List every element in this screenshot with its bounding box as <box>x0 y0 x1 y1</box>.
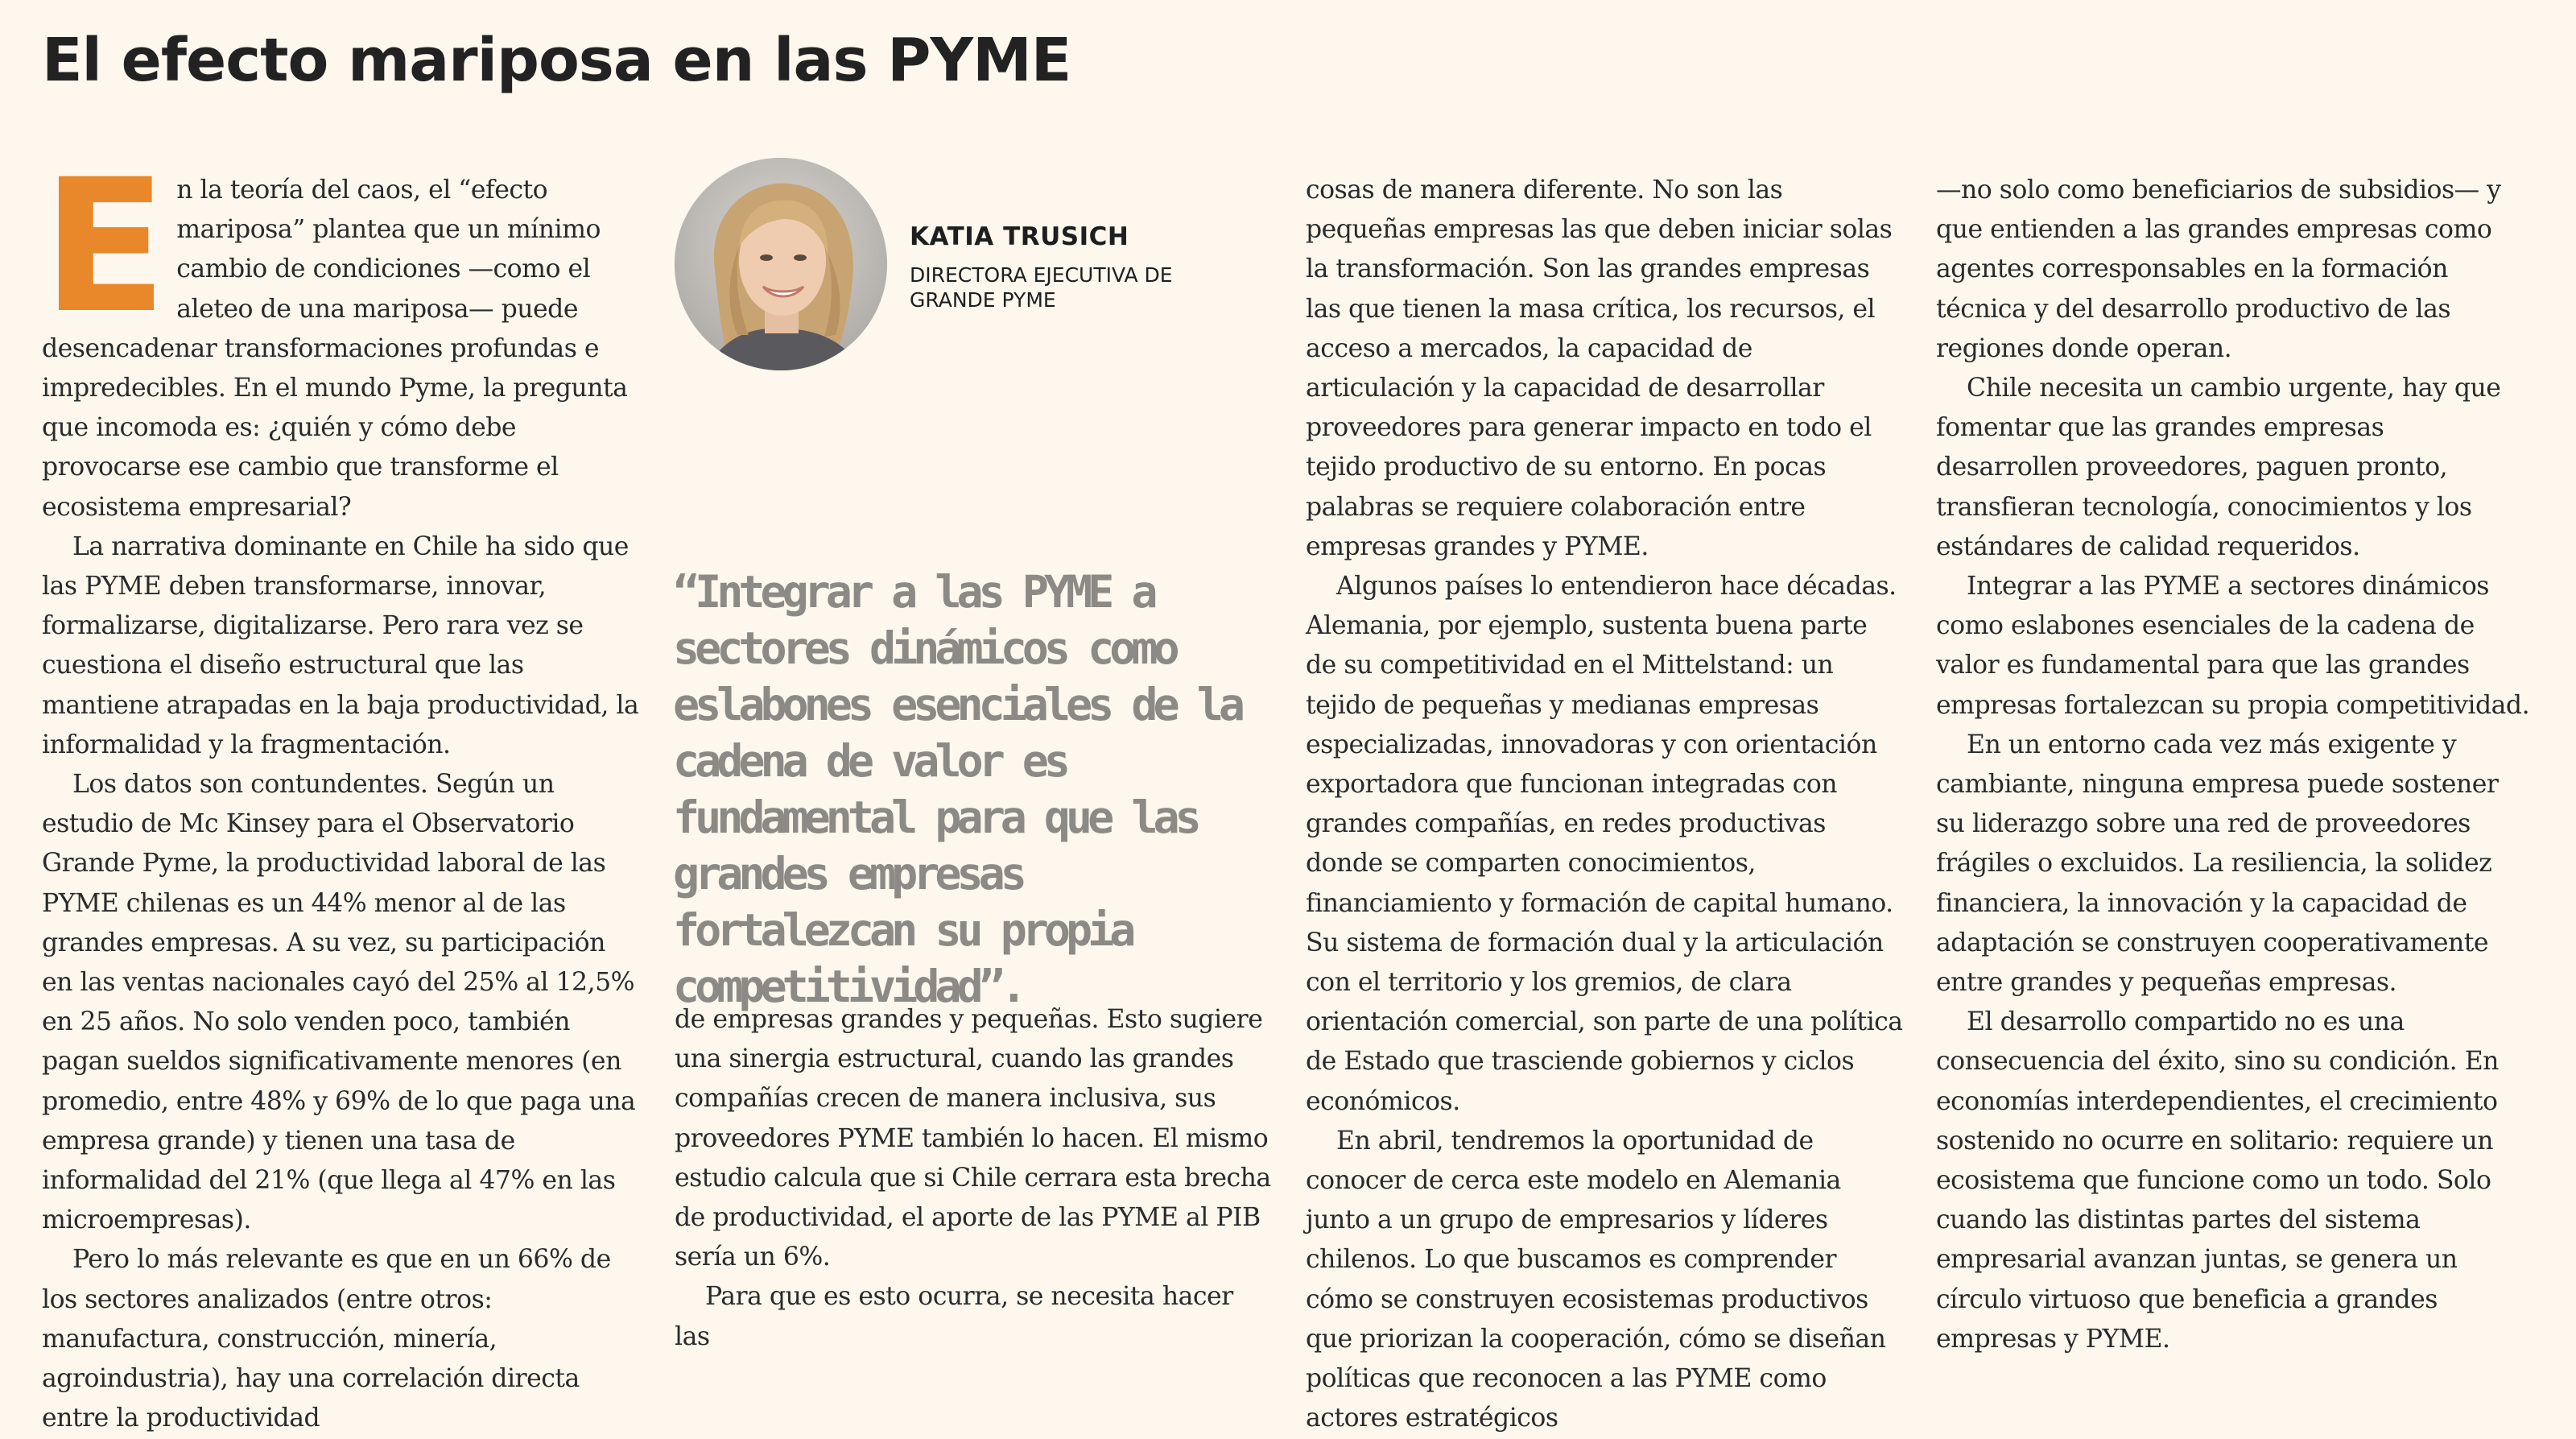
column-2 <box>675 1000 1272 1357</box>
author-role: DIRECTORA EJECUTIVA DE GRANDE PYME <box>910 263 1173 312</box>
paragraph: Algunos países lo entendieron hace décadas. Alemania, por ejemplo, sustenta buena parte de su competitividad en el Mittelstand: un tejido de pequeñas y medianas empresas especializadas, innovadoras y con orientación exportadora que funcionan integradas con grandes compañías, en redes productivas donde se comparten conocimientos, financiamiento y formación de capital humano. Su sistema de formación dual y la articulación con el territorio y los gremios, de clara orientación comercial, son parte de una política de Estado que trasciende gobiernos y ciclos económicos. <box>1306 572 1903 1116</box>
paragraph <box>42 139 639 527</box>
drop-cap: E <box>42 139 167 354</box>
paragraph: En un entorno cada vez más exigente y cambiante, ninguna empresa puede sostener su liderazgo sobre una red de proveedores frágiles o excluidos. La resiliencia, la solidez financiera, la innovación y la capacidad de adaptación se construyen cooperativamente entre grandes y pequeñas empresas. <box>1936 730 2499 998</box>
paragraph: cosas de manera diferente. No son las pequeñas empresas las que deben iniciar solas la transformación. Son las grandes empresas las que tienen la masa crítica, los recursos, el acceso a mercados, la capacidad de articulación y la capacidad de desarrollar proveedores para generar impacto en todo el tejido productivo de su entorno. En pocas palabras se requiere colaboración entre empresas grandes y PYME. <box>1306 176 1893 561</box>
paragraph: En abril, tendremos la oportunidad de conocer de cerca este modelo en Alemania junto a un grupo de empresarios y líderes chilenos. Lo que buscamos es comprender cómo se construyen ecosistemas productivos que priorizan la cooperación, cómo se diseñan políticas que reconocen a las PYME como actores estratégicos <box>1306 1126 1886 1433</box>
column-3 <box>1306 171 1903 1439</box>
headline: El efecto mariposa en las PYME <box>42 26 1071 95</box>
author-name: KATIA TRUSICH <box>910 222 1129 251</box>
paragraph: de empresas grandes y pequeñas. Esto sugiere una sinergia estructural, cuando las grandes compañías crecen de manera inclusiva, sus proveedores PYME también lo hacen. El mismo estudio calcula que si Chile cerrara esta brecha de productividad, el aporte de las PYME al PIB sería un 6%. <box>675 1005 1271 1272</box>
paragraph: Integrar a las PYME a sectores dinámicos como eslabones esenciales de la cadena de valor es fundamental para que las grandes empresas fortalezcan su propia competitividad. <box>1936 572 2530 720</box>
paragraph: Chile necesita un cambio urgente, hay que fomentar que las grandes empresas desarrollen proveedores, paguen pronto, transfieran tecnología, conocimientos y los estándares de calidad requeridos. <box>1936 374 2501 561</box>
column-1 <box>42 139 639 1439</box>
paragraph: Para que es esto ocurra, se necesita hacer las <box>675 1282 1233 1351</box>
paragraph: El desarrollo compartido no es una consecuencia del éxito, sino su condición. En economías interdependientes, el crecimiento sostenido no ocurre en solitario: requiere un ecosistema que funcione como un todo. Solo cuando las distintas partes del sistema empresarial avanzan juntas, se genera un círculo virtuoso que beneficia a grandes empresas y PYME. <box>1936 1007 2499 1354</box>
column-4 <box>1936 171 2533 1359</box>
paragraph: —no solo como beneficiarios de subsidios— y que entienden a las grandes empresas como agentes corresponsables en la formación técnica y del desarrollo productivo de las regiones donde operan. <box>1936 176 2501 363</box>
author-photo <box>675 158 887 370</box>
paragraph: Pero lo más relevante es que en un 66% de los sectores analizados (entre otros: manufactura, construcción, minería, agroindustria), hay una correlación directa entre la productividad <box>42 1245 611 1433</box>
paragraph: La narrativa dominante en Chile ha sido que las PYME deben transformarse, innovar, formalizarse, digitalizarse. Pero rara vez se cuestiona el diseño estructural que las mantiene atrapadas en la baja productividad, la informalidad y la fragmentación. <box>42 531 639 759</box>
author-block <box>910 222 1175 312</box>
pull-quote: “Integrar a las PYME a sectores dinámicos como eslabones esenciales de la cadena de valor es fundamental para que las grandes empresas fortalezcan su propia competitividad”. <box>673 566 1241 1012</box>
paragraph: Los datos son contundentes. Según un estudio de Mc Kinsey para el Observatorio Grande Pyme, la productividad laboral de las PYME chilenas es un 44% menor al de las grandes empresas. A su vez, su participación en las ventas nacionales cayó del 25% al 12,5% en 25 años. No solo venden poco, también pagan sueldos significativamente menores (en promedio, entre 48% y 69% de lo que paga una empresa grande) y tienen una tasa de informalidad del 21% (que llega al 47% en las microempresas). <box>42 770 636 1235</box>
paragraph-text: n la teoría del caos, el “efecto mariposa” plantea que un mínimo cambio de condiciones —como el aleteo de una mariposa— puede desencadenar transformaciones profundas e impredecibles. En el mundo Pyme, la pregunta que incomoda es: ¿quién y cómo debe provocarse ese cambio que transforme el ecosistema empresarial? <box>42 176 628 522</box>
